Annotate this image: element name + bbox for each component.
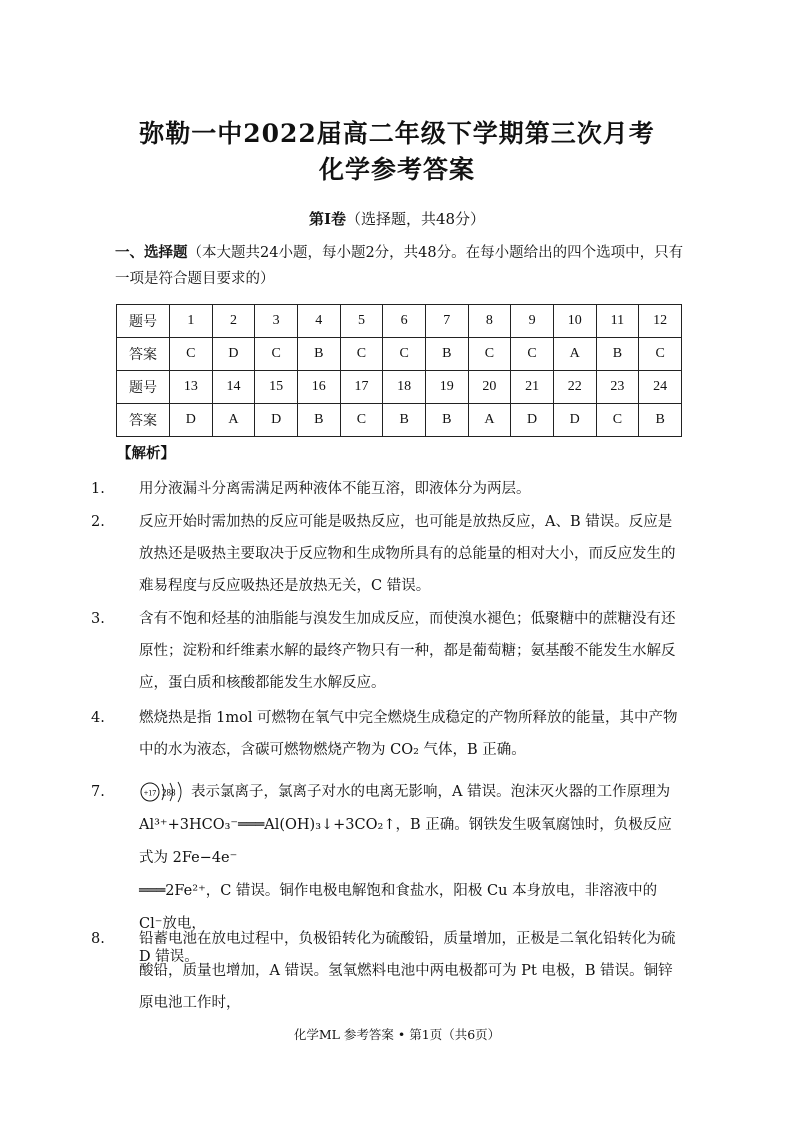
table-cell: 12 [639,305,682,338]
item-number: 7. [91,784,105,800]
table-cell: B [425,338,468,371]
exam-title: 弥勒一中2022届高二年级下学期第三次月考 [139,119,655,148]
table-cell: 1 [170,305,213,338]
table-cell: 6 [383,305,426,338]
analysis-item-1 [91,473,685,505]
table-cell: B [596,338,639,371]
table-cell: C [639,338,682,371]
table-cell: C [255,338,298,371]
item-text: 燃烧热是指 1mol 可燃物在氧气中完全燃烧生成稳定的产物所释放的能量，其中产物中的水为液态，含碳可燃物燃烧产物为 CO₂ 气体，B 正确。 [139,710,678,758]
item-text: 表示氯离子，氯离子对水的电离无影响，A 错误。泡沫灭火器的工作原理为 [191,784,671,800]
table-cell: 11 [596,305,639,338]
table-cell: 21 [511,371,554,404]
chloride-ion-diagram [139,781,191,803]
volume-detail: （选择题，共48分） [345,210,486,228]
table-cell: B [425,404,468,437]
table-cell: C [468,338,511,371]
item-number: 8. [91,931,105,947]
question-header: 题号 [117,371,170,404]
table-cell: 15 [255,371,298,404]
volume-heading [0,208,794,229]
atom-nucleus: +17 [143,788,157,798]
table-cell: A [468,404,511,437]
table-cell: 20 [468,371,511,404]
answer-header: 答案 [117,404,170,437]
item-text: 含有不饱和烃基的油脂能与溴发生加成反应，而使溴水褪色；低聚糖中的蔗糖没有还原性；淀粉和纤维素水解的最终产物只有一种，都是葡萄糖；氨基酸不能发生水解反应，蛋白质和核酸都能发生水解反应。 [139,611,676,691]
analysis-heading: 【解析】 [117,445,175,462]
table-cell: D [255,404,298,437]
table-cell: D [170,404,213,437]
item-number: 3. [91,611,105,627]
table-cell: A [553,338,596,371]
table-cell: D [511,404,554,437]
table-row [117,371,682,404]
table-cell: 23 [596,371,639,404]
table-cell: C [596,404,639,437]
table-cell: B [639,404,682,437]
atom-shells: 288 [162,787,176,798]
item-text: D 错误。 [139,949,199,965]
item-text: 用分液漏斗分离需满足两种液体不能互溶，即液体分为两层。 [139,481,531,497]
section-heading: 一、选择题 [115,244,188,261]
table-row [117,305,682,338]
page-footer: 化学ML 参考答案 • 第1页（共6页） [293,1027,501,1042]
table-cell: 16 [297,371,340,404]
table-row [117,338,682,371]
table-row [117,404,682,437]
table-cell: 2 [212,305,255,338]
table-cell: B [383,404,426,437]
section-description: （本大题共24小题，每小题2分，共48分。在每小题给出的四个选项中，只有一项是符合题目要求的） [115,245,684,287]
table-cell: 8 [468,305,511,338]
item-number: 1. [91,481,105,497]
item-number: 4. [91,710,105,726]
table-cell: 17 [340,371,383,404]
table-cell: 3 [255,305,298,338]
table-cell: 19 [425,371,468,404]
table-cell: C [170,338,213,371]
table-cell: C [383,338,426,371]
table-cell: B [297,404,340,437]
table-cell: D [553,404,596,437]
item-text: 反应开始时需加热的反应可能是吸热反应，也可能是放热反应，A、B 错误。反应是放热还是吸热主要取决于反应物和生成物所具有的总能量的相对大小，而反应发生的难易程度与反应吸热还是放热无关，C 错误。 [139,514,676,594]
analysis-item-3 [91,603,685,699]
answer-table [116,304,682,437]
section-intro [115,240,685,292]
table-cell: 10 [553,305,596,338]
table-cell: 13 [170,371,213,404]
analysis-item-8 [91,923,685,1019]
item-number: 2. [91,514,105,530]
analysis-item-4 [91,702,685,766]
table-cell: 4 [297,305,340,338]
analysis-item-2 [91,506,685,602]
question-header: 题号 [117,305,170,338]
table-cell: 14 [212,371,255,404]
table-cell: 22 [553,371,596,404]
table-cell: B [297,338,340,371]
exam-subtitle: 化学参考答案 [318,155,475,184]
table-cell: D [212,338,255,371]
item-text: Al³⁺+3HCO₃⁻═══Al(OH)₃↓+3CO₂↑，B 正确。钢铁发生吸氧腐蚀时，负极反应式为 2Fe−4e⁻ [139,817,672,866]
answer-header: 答案 [117,338,170,371]
item-text: ═══2Fe²⁺，C 错误。铜作电极电解饱和食盐水，阳极 Cu 本身放电，非溶液中的 Cl⁻放电， [139,883,658,932]
table-cell: 7 [425,305,468,338]
table-cell: C [340,338,383,371]
item-text: 铅蓄电池在放电过程中，负极铅转化为硫酸铅，质量增加，正极是二氧化铅转化为硫酸铅，质量也增加，A 错误。氢氧燃料电池中两电极都可为 Pt 电极，B 错误。铜锌原电池工作时， [139,931,676,1011]
table-cell: 18 [383,371,426,404]
table-cell: 9 [511,305,554,338]
table-cell: A [212,404,255,437]
table-cell: 24 [639,371,682,404]
table-cell: 5 [340,305,383,338]
volume-label: 第Ⅰ卷 [308,210,346,228]
table-cell: C [340,404,383,437]
table-cell: C [511,338,554,371]
